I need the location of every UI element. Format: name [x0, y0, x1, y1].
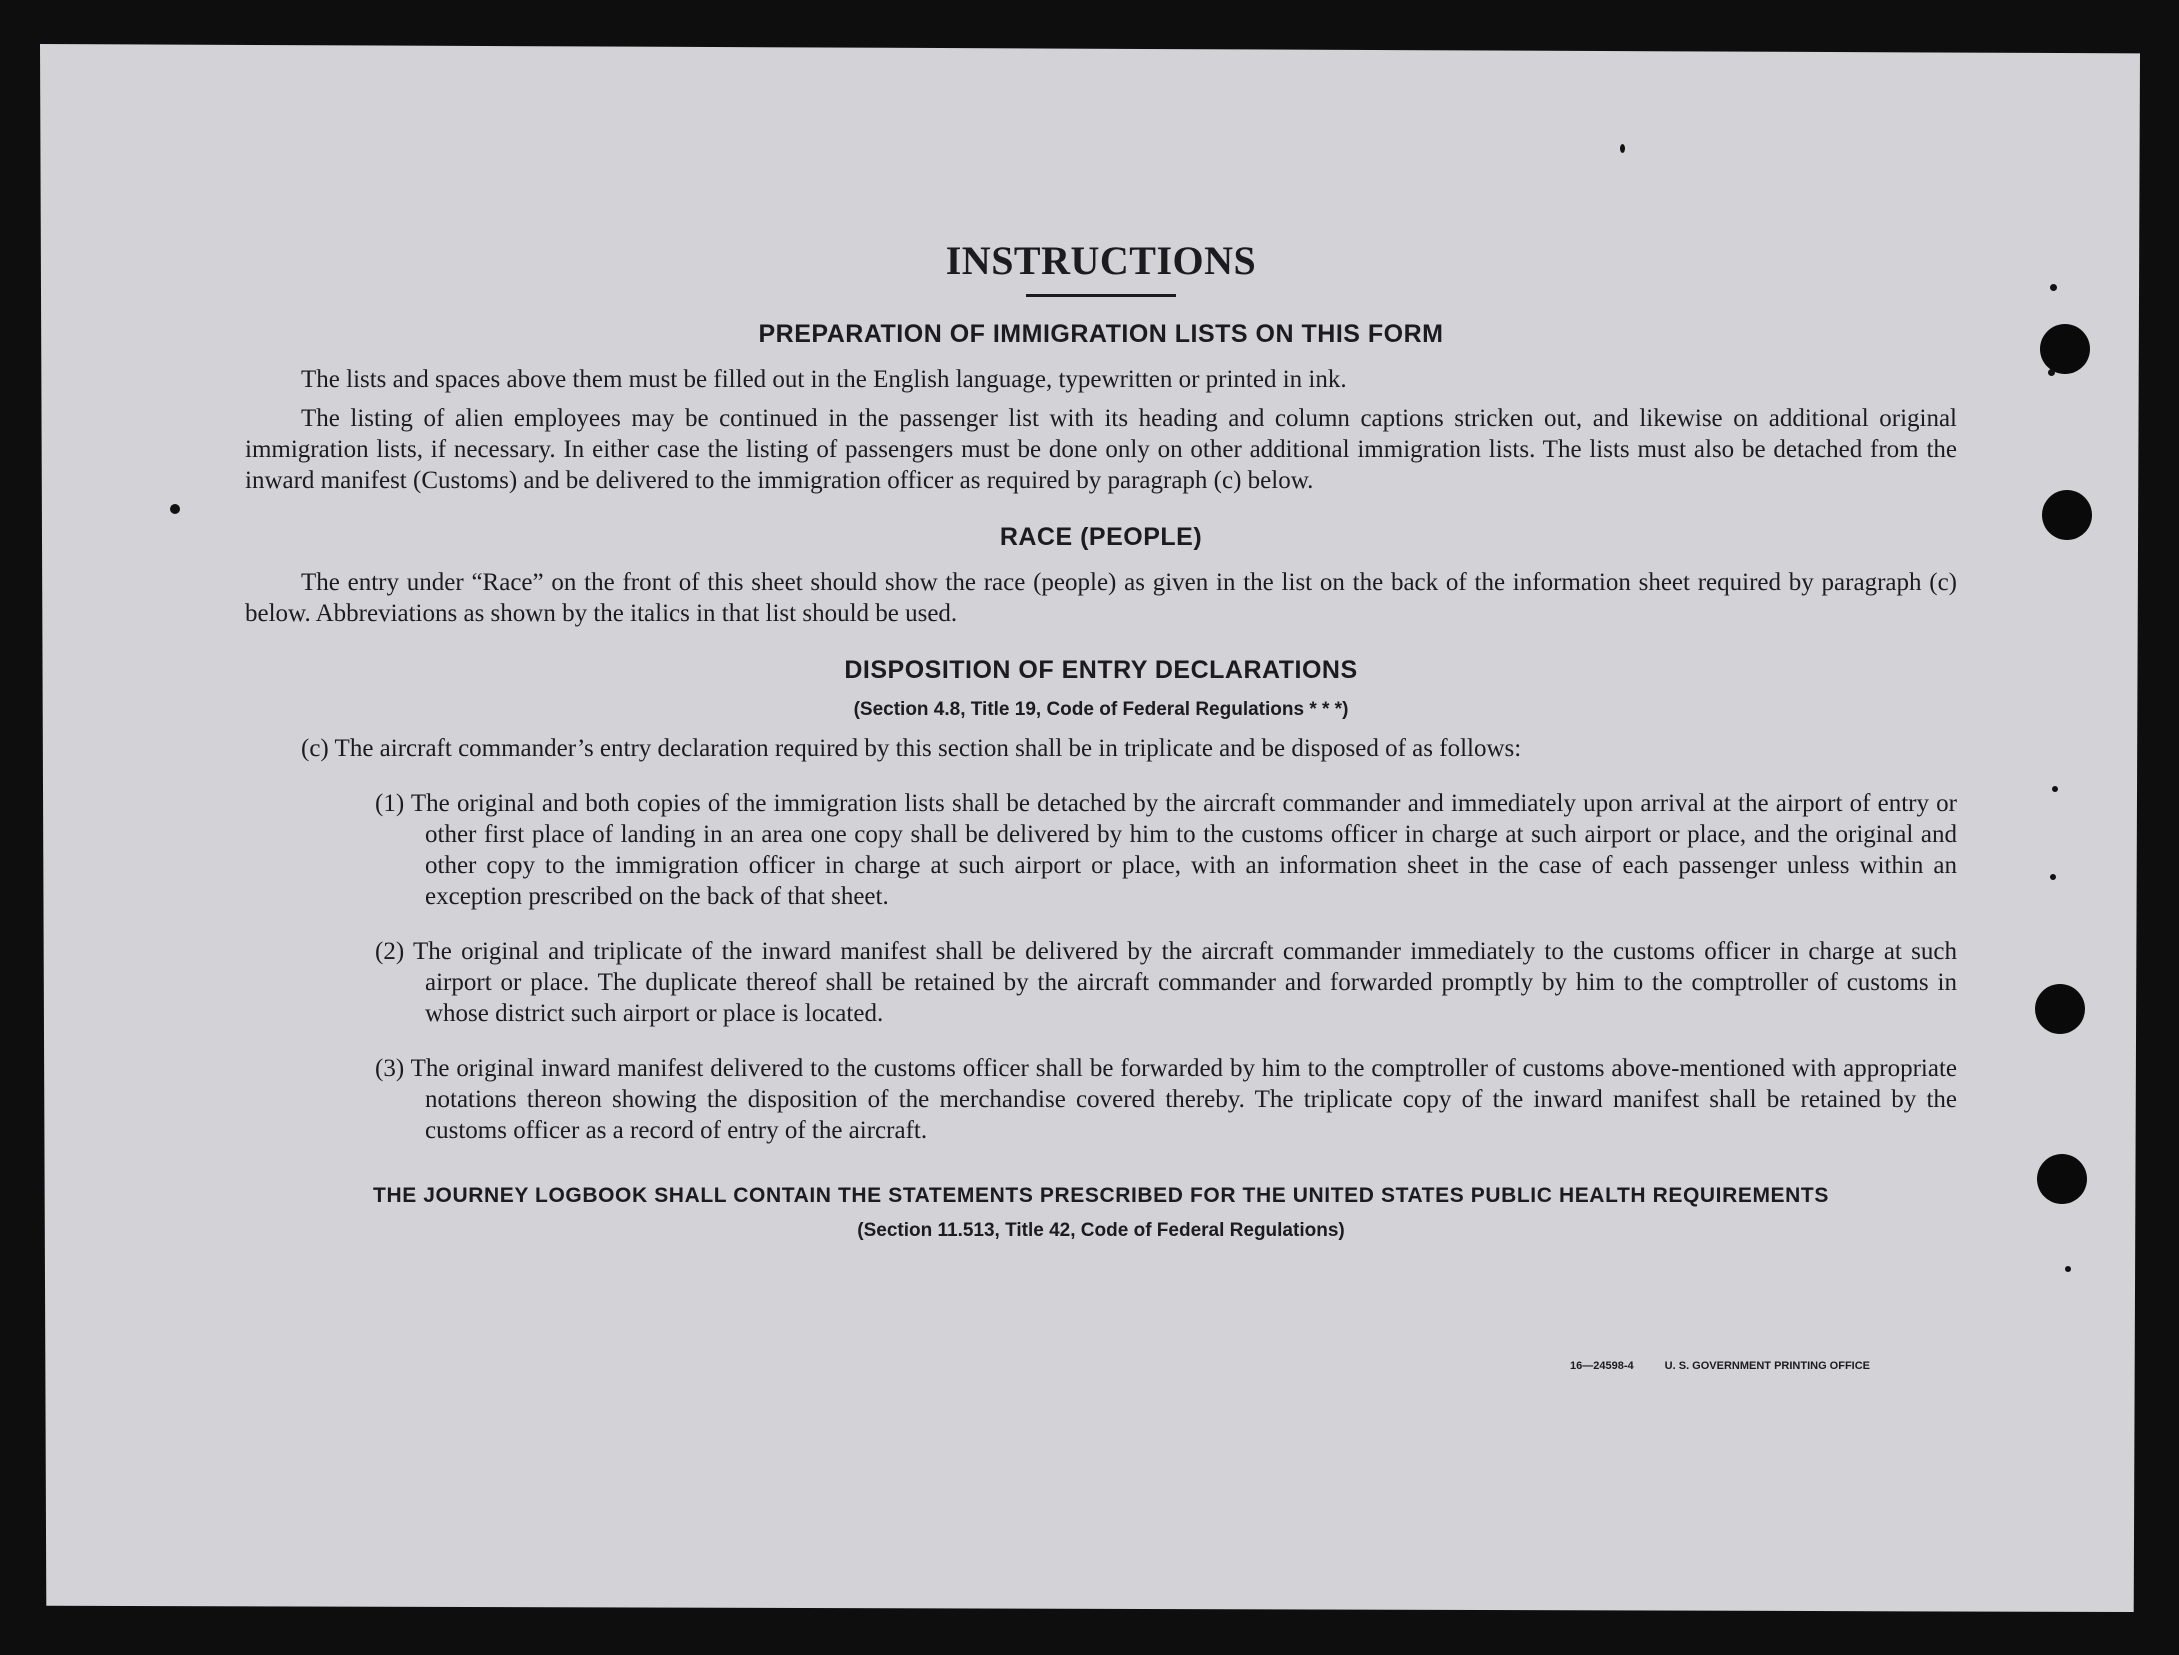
section-citation: (Section 4.8, Title 19, Code of Federal Regulations * * *)	[853, 699, 1349, 720]
paragraph: The listing of alien employees may be continued in the passenger list with its heading and column captions stricken out, and likewise on additional original immigration lists, if necessary. In either case the listing of passengers must be done only on other additional immigration lists. The lists must also be detached from the inward manifest (Customs) and be delivered to the immigration officer as required by paragraph (c) below.	[245, 405, 1957, 494]
section-race	[245, 522, 1957, 629]
paragraph: The entry under “Race” on the front of this sheet should show the race (people) as given in the list on the back of the information sheet required by paragraph (c) below. Abbreviations as shown by the italics in that list should be used.	[245, 569, 1957, 627]
speck	[2052, 786, 2058, 792]
document-title: INSTRUCTIONS	[945, 238, 1257, 283]
section-disposition	[245, 655, 1957, 1146]
speck	[1620, 144, 1625, 153]
punch-hole	[2042, 490, 2092, 540]
paragraph: The lists and spaces above them must be filled out in the English language, typewritten or printed in ink.	[301, 366, 1347, 393]
list-item: (1) The original and both copies of the immigration lists shall be detached by the aircraft commander and immediately upon arrival at the airport of entry or other first place of landing in an area one copy shall be delivered by him to the customs officer in charge at such airport or place, and the original and other copy to the immigration officer in charge at such airport or place, with an information sheet in the case of each passenger unless within an exception prescribed on the back of that sheet.	[375, 790, 1957, 910]
list-item: (3) The original inward manifest delivered to the customs officer shall be forwarded by him to the comptroller of customs above-mentioned with appropriate notations thereon showing the disposition of the merchandise covered thereby. The triplicate copy of the inward manifest shall be retained by the customs officer as a record of entry of the aircraft.	[375, 1055, 1957, 1144]
section-preparation	[245, 319, 1957, 496]
speck	[2050, 284, 2057, 291]
punch-hole	[2035, 984, 2085, 1034]
speck	[2065, 1266, 2071, 1272]
section-heading: RACE (PEOPLE)	[999, 523, 1203, 551]
punch-hole	[2040, 324, 2090, 374]
punch-hole	[2037, 1154, 2087, 1204]
footer-citation: (Section 11.513, Title 42, Code of Federal Regulations)	[857, 1220, 1345, 1241]
speck	[170, 504, 180, 514]
section-heading: PREPARATION OF IMMIGRATION LISTS ON THIS FORM	[758, 320, 1444, 348]
instructions-document	[245, 238, 1957, 1254]
printer-imprint	[1570, 1360, 1898, 1372]
form-number: 16—24598-4	[1570, 1360, 1634, 1372]
speck	[2048, 369, 2055, 376]
section-heading: DISPOSITION OF ENTRY DECLARATIONS	[844, 656, 1358, 684]
title-underline	[1026, 294, 1176, 297]
footer-statement: THE JOURNEY LOGBOOK SHALL CONTAIN THE STATEMENTS PRESCRIBED FOR THE UNITED STATES PUBLIC HEALTH REQUIREMENTS	[373, 1184, 1829, 1207]
clause-c: (c) The aircraft commander’s entry declaration required by this section shall be in triplicate and be disposed of as follows:	[301, 735, 1522, 762]
list-item: (2) The original and triplicate of the inward manifest shall be delivered by the aircraft commander immediately to the customs officer in charge at such airport or place. The duplicate thereof shall be retained by the aircraft commander and forwarded promptly by him to the comptroller of customs in whose district such airport or place is located.	[375, 938, 1957, 1027]
printer-name: U. S. GOVERNMENT PRINTING OFFICE	[1664, 1360, 1871, 1372]
speck	[2050, 874, 2056, 880]
